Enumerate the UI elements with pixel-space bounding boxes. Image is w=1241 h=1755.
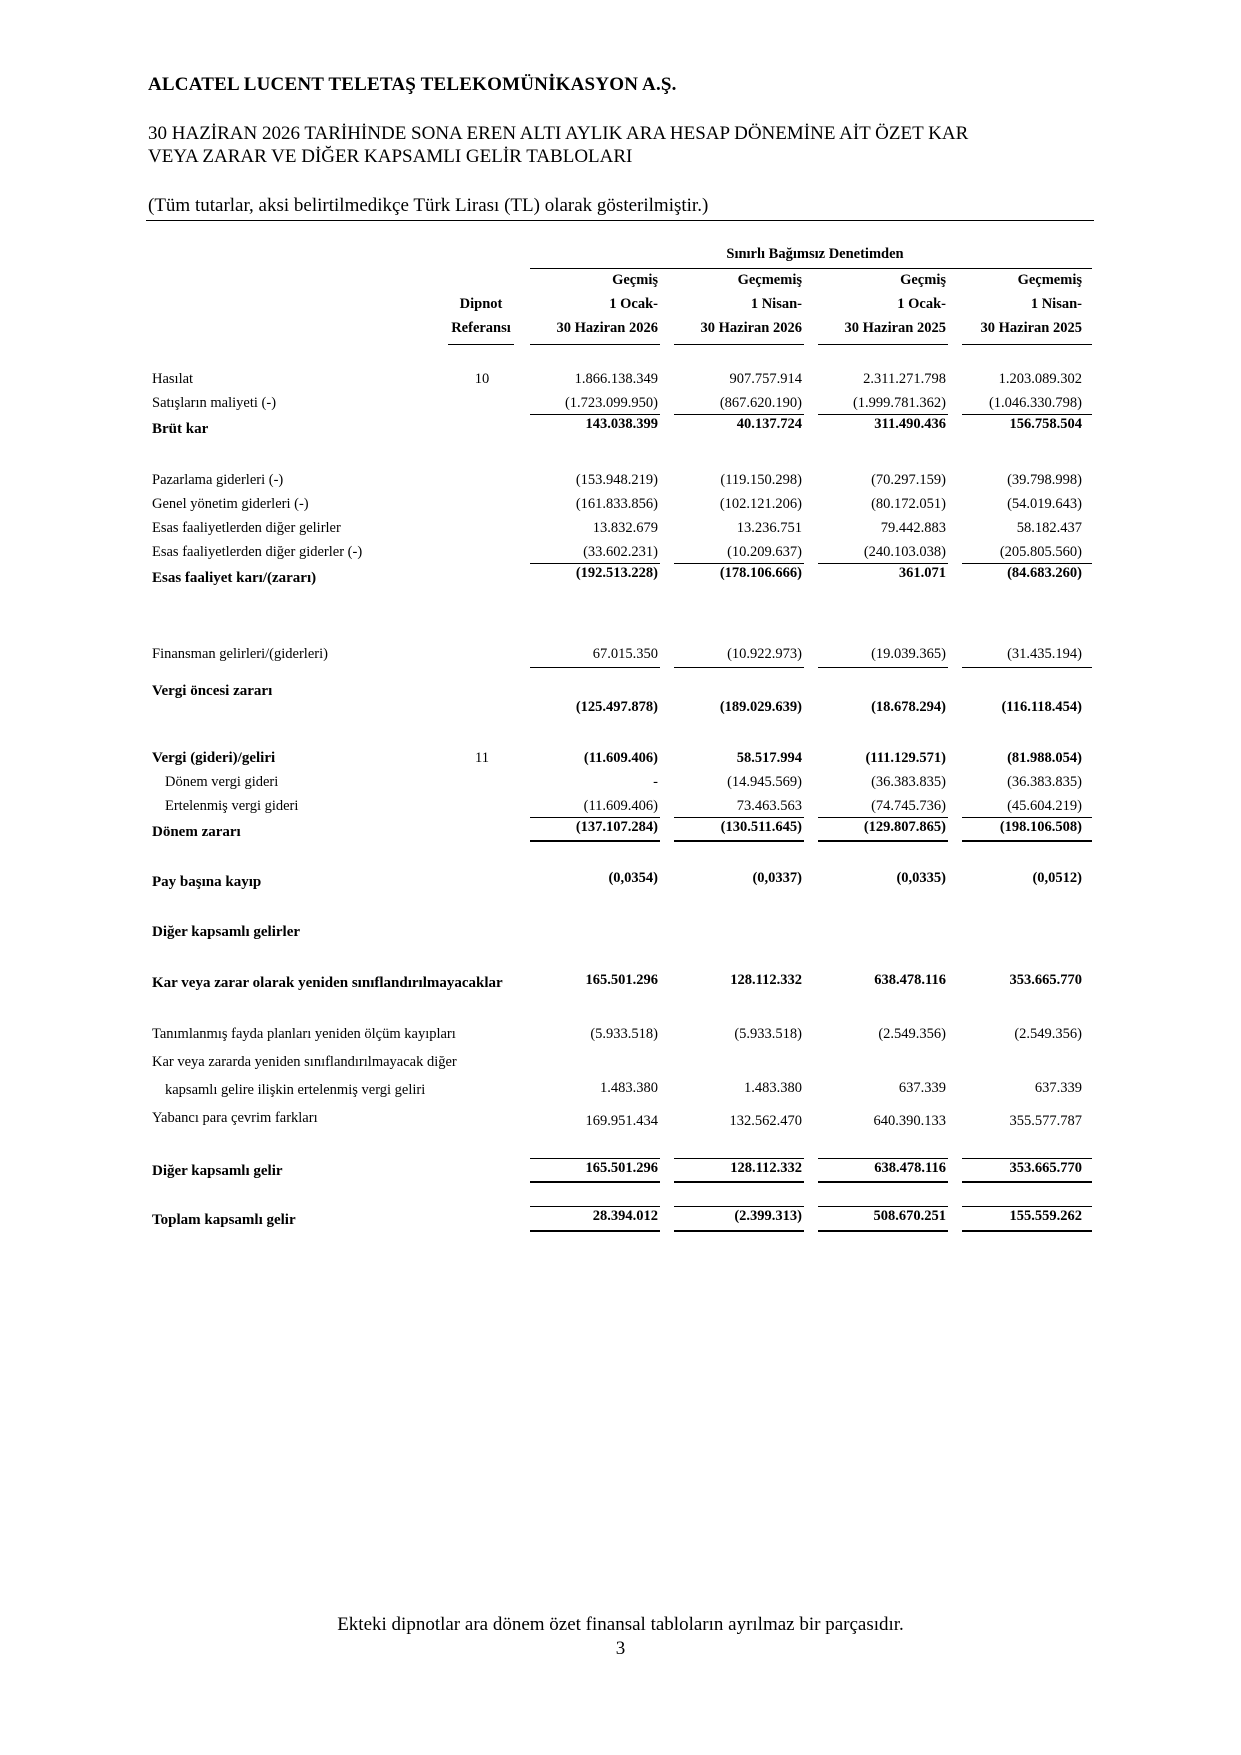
- double-rule-donem-c1: [530, 840, 660, 842]
- col2-header-l3: 30 Haziran 2026: [700, 320, 802, 336]
- row-label-deferred-tax-line1: Kar veya zararda yeniden sınıflandırılmayacak diğer: [152, 1054, 457, 1070]
- subtotal-rule-finansman-c1: [530, 667, 660, 668]
- cell-tanimlanmis-c1: (5.933.518): [590, 1026, 658, 1042]
- cell-vergi-oncesi-c2: (189.029.639): [719, 699, 802, 715]
- subtotal-rule-oci-c2: [674, 1158, 804, 1159]
- cell-genel-c1: (161.833.856): [575, 496, 658, 512]
- subtotal-rule-oci-c4: [962, 1158, 1092, 1159]
- cell-genel-c4: (54.019.643): [1007, 496, 1082, 512]
- cell-maliyet-c1: (1.723.099.950): [564, 395, 658, 411]
- cell-tanimlanmis-c4: (2.549.356): [1014, 1026, 1082, 1042]
- cell-yabanci-c1: 169.951.434: [585, 1113, 658, 1129]
- statement-title-line2: VEYA ZARAR VE DİĞER KAPSAMLI GELİR TABLOLARI: [148, 146, 633, 167]
- cell-finansman-c4: (31.435.194): [1007, 646, 1082, 662]
- cell-diger-gelir-c3: 79.442.883: [880, 520, 946, 536]
- cell-deferred-tax-c1: 1.483.380: [600, 1080, 658, 1096]
- row-ref-vergi: 11: [475, 750, 489, 766]
- row-label-diger-gider: Esas faaliyetlerden diğer giderler (-): [152, 544, 363, 560]
- subtotal-rule-esas-c1: [530, 563, 660, 564]
- cell-vergi-c4: (81.988.054): [1007, 750, 1082, 766]
- cell-pazarlama-c4: (39.798.998): [1007, 472, 1082, 488]
- section-heading-oci: Diğer kapsamlı gelirler: [152, 924, 301, 940]
- row-label-yabanci: Yabancı para çevrim farkları: [152, 1110, 318, 1126]
- cell-brut-c4: 156.758.504: [1009, 416, 1082, 432]
- cell-toplam-c1: 28.394.012: [592, 1208, 658, 1224]
- double-rule-donem-c4: [962, 840, 1092, 842]
- cell-hasilat-c1: 1.866.138.349: [574, 371, 658, 387]
- header-divider: [146, 220, 1094, 221]
- double-rule-donem-c2: [674, 840, 804, 842]
- cell-pazarlama-c2: (119.150.298): [720, 472, 802, 488]
- col3-header-l3: 30 Haziran 2025: [844, 320, 946, 336]
- cell-pazarlama-c1: (153.948.219): [575, 472, 658, 488]
- col1-header-l2: 1 Ocak-: [609, 296, 658, 312]
- cell-diger-gider-c1: (33.602.231): [583, 544, 658, 560]
- row-label-pay: Pay başına kayıp: [152, 874, 262, 890]
- double-rule-oci-c2: [674, 1181, 804, 1183]
- cell-vergi-oncesi-c4: (116.118.454): [1001, 699, 1082, 715]
- page-number: 3: [615, 1638, 626, 1659]
- cell-vergi-c1: (11.609.406): [583, 750, 658, 766]
- row-label-maliyet: Satışların maliyeti (-): [152, 395, 277, 411]
- cell-oci-total-c2: 128.112.332: [730, 1160, 802, 1176]
- cell-toplam-c3: 508.670.251: [873, 1208, 946, 1224]
- footer-note: Ekteki dipnotlar ara dönem özet finansal tabloların ayrılmaz bir parçasıdır.: [337, 1614, 904, 1635]
- cell-vergi-oncesi-c1: (125.497.878): [575, 699, 658, 715]
- col1-header-rule: [530, 344, 660, 345]
- audit-group-label: Sınırlı Bağımsız Denetimden: [726, 246, 904, 262]
- row-label-vergi: Vergi (gideri)/geliri: [152, 750, 276, 766]
- cell-vergi-c3: (111.129.571): [865, 750, 946, 766]
- row-label-donem-zarari: Dönem zararı: [152, 824, 241, 840]
- cell-toplam-c4: 155.559.262: [1009, 1208, 1082, 1224]
- cell-not-reclassified-c4: 353.665.770: [1009, 972, 1082, 988]
- cell-donem-vergi-c2: (14.945.569): [727, 774, 802, 790]
- col4-header-l3: 30 Haziran 2025: [980, 320, 1082, 336]
- row-label-genel: Genel yönetim giderleri (-): [152, 496, 309, 512]
- top-rule-toplam-c1: [530, 1206, 660, 1207]
- col3-header-rule: [818, 344, 948, 345]
- cell-pay-c4: (0,0512): [1032, 870, 1082, 886]
- cell-hasilat-c4: 1.203.089.302: [998, 371, 1082, 387]
- double-rule-toplam-c3: [818, 1230, 948, 1232]
- subtotal-rule-finansman-c2: [674, 667, 804, 668]
- row-label-oci-total: Diğer kapsamlı gelir: [152, 1163, 283, 1179]
- col3-header-l1: Geçmiş: [900, 272, 946, 288]
- currency-note: (Tüm tutarlar, aksi belirtilmedikçe Türk Lirası (TL) olarak gösterilmiştir.): [148, 195, 709, 216]
- subtotal-rule-brut-c2: [674, 414, 804, 415]
- row-label-donem-vergi: Dönem vergi gideri: [165, 774, 279, 790]
- cell-diger-gelir-c1: 13.832.679: [592, 520, 658, 536]
- cell-brut-c2: 40.137.724: [736, 416, 802, 432]
- subtotal-rule-finansman-c4: [962, 667, 1092, 668]
- double-rule-oci-c4: [962, 1181, 1092, 1183]
- cell-vergi-c2: 58.517.994: [736, 750, 802, 766]
- cell-diger-gider-c2: (10.209.637): [727, 544, 802, 560]
- cell-esas-c2: (178.106.666): [719, 565, 802, 581]
- cell-not-reclassified-c2: 128.112.332: [730, 972, 802, 988]
- cell-deferred-tax-c4: 637.339: [1034, 1080, 1082, 1096]
- col4-header-l2: 1 Nisan-: [1030, 296, 1082, 312]
- col1-header-l1: Geçmiş: [612, 272, 658, 288]
- cell-tanimlanmis-c2: (5.933.518): [734, 1026, 802, 1042]
- cell-hasilat-c3: 2.311.271.798: [863, 371, 946, 387]
- subtotal-rule-brut-c3: [818, 414, 948, 415]
- row-label-esas: Esas faaliyet karı/(zararı): [152, 570, 317, 586]
- cell-yabanci-c3: 640.390.133: [873, 1113, 946, 1129]
- cell-finansman-c2: (10.922.973): [727, 646, 802, 662]
- col2-header-l2: 1 Nisan-: [750, 296, 802, 312]
- cell-esas-c3: 361.071: [898, 565, 946, 581]
- col3-header-l2: 1 Ocak-: [897, 296, 946, 312]
- cell-pazarlama-c3: (70.297.159): [871, 472, 946, 488]
- cell-not-reclassified-c3: 638.478.116: [874, 972, 946, 988]
- subtotal-rule-brut-c4: [962, 414, 1092, 415]
- cell-esas-c4: (84.683.260): [1007, 565, 1082, 581]
- cell-deferred-tax-c3: 637.339: [898, 1080, 946, 1096]
- cell-toplam-c2: (2.399.313): [734, 1208, 802, 1224]
- cell-deferred-tax-c2: 1.483.380: [744, 1080, 802, 1096]
- col2-header-l1: Geçmemiş: [737, 272, 802, 288]
- top-rule-toplam-c3: [818, 1206, 948, 1207]
- row-label-hasilat: Hasılat: [152, 371, 194, 387]
- cell-diger-gider-c4: (205.805.560): [999, 544, 1082, 560]
- subtotal-rule-finansman-c3: [818, 667, 948, 668]
- row-label-not-reclassified: Kar veya zarar olarak yeniden sınıflandırılmayacaklar: [152, 975, 503, 991]
- cell-donem-zarari-c1: (137.107.284): [575, 819, 658, 835]
- cell-diger-gelir-c2: 13.236.751: [736, 520, 802, 536]
- cell-esas-c1: (192.513.228): [575, 565, 658, 581]
- cell-pay-c1: (0,0354): [608, 870, 658, 886]
- cell-genel-c3: (80.172.051): [871, 496, 946, 512]
- cell-donem-vergi-c4: (36.383.835): [1007, 774, 1082, 790]
- cell-donem-vergi-c1: -: [653, 774, 658, 790]
- cell-tanimlanmis-c3: (2.549.356): [878, 1026, 946, 1042]
- cell-finansman-c1: 67.015.350: [592, 646, 658, 662]
- row-label-deferred-tax-line2: kapsamlı gelire ilişkin ertelenmiş vergi geliri: [165, 1082, 426, 1098]
- cell-ertelenmis-c1: (11.609.406): [583, 798, 658, 814]
- cell-donem-vergi-c3: (36.383.835): [871, 774, 946, 790]
- cell-donem-zarari-c2: (130.511.645): [720, 819, 802, 835]
- cell-donem-zarari-c3: (129.807.865): [863, 819, 946, 835]
- subtotal-rule-oci-c3: [818, 1158, 948, 1159]
- subtotal-rule-brut-c1: [530, 414, 660, 415]
- double-rule-toplam-c2: [674, 1230, 804, 1232]
- cell-not-reclassified-c1: 165.501.296: [585, 972, 658, 988]
- row-label-finansman: Finansman gelirleri/(giderleri): [152, 646, 328, 662]
- subtotal-rule-donem-c1: [530, 817, 660, 818]
- statement-title: [148, 122, 968, 168]
- double-rule-oci-c1: [530, 1181, 660, 1183]
- col4-header-l1: Geçmemiş: [1017, 272, 1082, 288]
- subtotal-rule-donem-c2: [674, 817, 804, 818]
- top-rule-toplam-c4: [962, 1206, 1092, 1207]
- cell-oci-total-c3: 638.478.116: [874, 1160, 946, 1176]
- cell-ertelenmis-c2: 73.463.563: [736, 798, 802, 814]
- row-label-vergi-oncesi: Vergi öncesi zararı: [152, 683, 273, 699]
- cell-maliyet-c3: (1.999.781.362): [852, 395, 946, 411]
- cell-ertelenmis-c3: (74.745.736): [871, 798, 946, 814]
- cell-yabanci-c2: 132.562.470: [729, 1113, 802, 1129]
- row-label-tanimlanmis: Tanımlanmış fayda planları yeniden ölçüm kayıpları: [152, 1026, 456, 1042]
- row-label-toplam: Toplam kapsamlı gelir: [152, 1212, 296, 1228]
- cell-diger-gelir-c4: 58.182.437: [1016, 520, 1082, 536]
- row-label-ertelenmis: Ertelenmiş vergi gideri: [165, 798, 299, 814]
- cell-finansman-c3: (19.039.365): [871, 646, 946, 662]
- ref-header-line1: Dipnot: [459, 296, 503, 312]
- cell-pay-c2: (0,0337): [752, 870, 802, 886]
- ref-header-rule: [448, 344, 514, 345]
- double-rule-oci-c3: [818, 1181, 948, 1183]
- cell-yabanci-c4: 355.577.787: [1009, 1113, 1082, 1129]
- double-rule-donem-c3: [818, 840, 948, 842]
- company-name: ALCATEL LUCENT TELETAŞ TELEKOMÜNİKASYON A.Ş.: [148, 74, 677, 95]
- cell-brut-c1: 143.038.399: [585, 416, 658, 432]
- row-ref-hasilat: 10: [474, 371, 490, 387]
- row-label-diger-gelir: Esas faaliyetlerden diğer gelirler: [152, 520, 341, 536]
- subtotal-rule-esas-c3: [818, 563, 948, 564]
- cell-oci-total-c1: 165.501.296: [585, 1160, 658, 1176]
- cell-oci-total-c4: 353.665.770: [1009, 1160, 1082, 1176]
- subtotal-rule-donem-c4: [962, 817, 1092, 818]
- cell-maliyet-c4: (1.046.330.798): [988, 395, 1082, 411]
- col2-header-rule: [674, 344, 804, 345]
- subtotal-rule-esas-c2: [674, 563, 804, 564]
- group-header-rule: [530, 268, 1092, 269]
- cell-maliyet-c2: (867.620.190): [719, 395, 802, 411]
- top-rule-toplam-c2: [674, 1206, 804, 1207]
- cell-pay-c3: (0,0335): [896, 870, 946, 886]
- cell-brut-c3: 311.490.436: [874, 416, 946, 432]
- row-label-pazarlama: Pazarlama giderleri (-): [152, 472, 284, 488]
- cell-donem-zarari-c4: (198.106.508): [999, 819, 1082, 835]
- cell-vergi-oncesi-c3: (18.678.294): [871, 699, 946, 715]
- row-label-brut: Brüt kar: [152, 421, 209, 437]
- subtotal-rule-donem-c3: [818, 817, 948, 818]
- cell-ertelenmis-c4: (45.604.219): [1007, 798, 1082, 814]
- cell-hasilat-c2: 907.757.914: [729, 371, 802, 387]
- double-rule-toplam-c4: [962, 1230, 1092, 1232]
- double-rule-toplam-c1: [530, 1230, 660, 1232]
- col1-header-l3: 30 Haziran 2026: [556, 320, 658, 336]
- subtotal-rule-oci-c1: [530, 1158, 660, 1159]
- subtotal-rule-esas-c4: [962, 563, 1092, 564]
- statement-title-line1: 30 HAZİRAN 2026 TARİHİNDE SONA EREN ALTI AYLIK ARA HESAP DÖNEMİNE AİT ÖZET KAR: [148, 123, 969, 144]
- ref-header-line2: Referansı: [451, 320, 511, 336]
- cell-genel-c2: (102.121.206): [719, 496, 802, 512]
- cell-diger-gider-c3: (240.103.038): [863, 544, 946, 560]
- col4-header-rule: [962, 344, 1092, 345]
